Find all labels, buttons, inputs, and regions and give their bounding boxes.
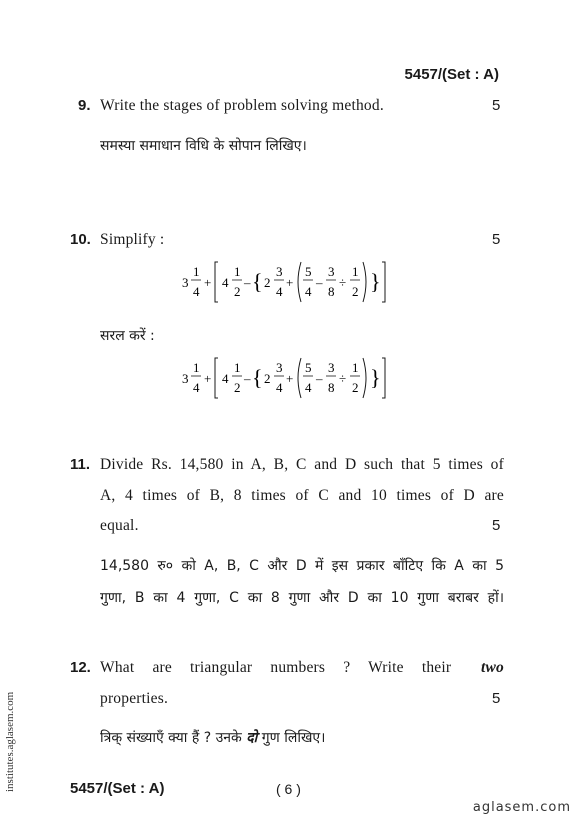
page-number: ( 6 )	[276, 781, 301, 797]
question-12-emphasis: two	[481, 659, 504, 676]
question-10-text: Simplify :	[100, 231, 165, 248]
question-11-marks: 5	[492, 517, 501, 534]
question-9-marks: 5	[492, 97, 501, 114]
num-5: 5	[305, 264, 312, 279]
question-10-expression	[178, 256, 398, 310]
svg-text:+: +	[286, 371, 294, 386]
svg-text:1: 1	[234, 360, 241, 375]
svg-text:3: 3	[276, 360, 283, 375]
svg-text:2: 2	[352, 380, 359, 395]
svg-text:4: 4	[193, 380, 200, 395]
question-10-marks: 5	[492, 231, 501, 248]
den-4c: 4	[305, 284, 312, 299]
svg-text:8: 8	[328, 380, 335, 395]
svg-text:2: 2	[264, 371, 271, 386]
left-brace: {	[252, 269, 263, 294]
svg-text:+: +	[204, 371, 212, 386]
den-4b: 4	[276, 284, 283, 299]
question-11-line-2: A, 4 times of B, 8 times of C and 10 times of D are	[100, 487, 504, 504]
svg-text:2: 2	[234, 380, 241, 395]
den-4: 4	[193, 284, 200, 299]
right-brace: }	[370, 269, 381, 294]
svg-text:–: –	[244, 371, 251, 386]
svg-text:1: 1	[352, 360, 359, 375]
question-12-line-1	[100, 659, 504, 677]
num-3: 3	[276, 264, 283, 279]
whole-3: 3	[182, 275, 189, 290]
num-1b: 1	[234, 264, 241, 279]
question-10-expression-hindi	[178, 352, 398, 406]
num-1c: 1	[352, 264, 359, 279]
question-11-number: 11.	[70, 456, 91, 473]
svg-text:÷: ÷	[339, 371, 347, 386]
paper-code-footer: 5457/(Set : A)	[70, 780, 165, 797]
svg-text:–: –	[316, 371, 323, 386]
svg-text:}: }	[370, 365, 381, 390]
svg-text:5: 5	[305, 360, 312, 375]
expression-body-2	[182, 358, 385, 398]
plus-sign: +	[204, 275, 212, 290]
question-12-marks: 5	[492, 690, 501, 707]
whole-2: 2	[264, 275, 271, 290]
svg-text:3: 3	[182, 371, 189, 386]
num-1: 1	[193, 264, 200, 279]
question-12-line-2: properties.	[100, 690, 169, 707]
svg-text:1: 1	[193, 360, 200, 375]
den-2b: 2	[352, 284, 359, 299]
question-9-hindi: समस्या समाधान विधि के सोपान लिखिए।	[100, 138, 307, 154]
expression-body	[182, 262, 385, 302]
question-12-hindi-a: त्रिक् संख्याएँ क्या हैं ? उनके	[100, 730, 242, 746]
question-12-hindi-emphasis: दो	[246, 730, 258, 746]
svg-text:3: 3	[328, 360, 335, 375]
question-9-number: 9.	[78, 97, 91, 114]
svg-text:4: 4	[276, 380, 283, 395]
brand-watermark: aglasem.com	[472, 800, 571, 815]
svg-text:4: 4	[222, 371, 229, 386]
question-11-line-1: Divide Rs. 14,580 in A, B, C and D such that 5 times of	[100, 456, 504, 473]
minus-sign: –	[244, 275, 251, 290]
question-9-text: Write the stages of problem solving method.	[100, 97, 384, 114]
question-10-number: 10.	[70, 231, 91, 248]
den-2: 2	[234, 284, 241, 299]
svg-text:{: {	[252, 365, 263, 390]
question-12-number: 12.	[70, 659, 91, 676]
plus-sign-2: +	[286, 275, 294, 290]
den-8: 8	[328, 284, 335, 299]
divide-sign: ÷	[339, 275, 347, 290]
question-12-text: What are triangular numbers ? Write their	[100, 659, 452, 676]
question-11-hindi-2: गुणा, B का 4 गुणा, C का 8 गुणा और D का 10 गुणा बराबर हों।	[100, 590, 504, 606]
paper-code-header: 5457/(Set : A)	[404, 66, 499, 83]
question-11-hindi-1: 14,580 रु० को A, B, C और D में इस प्रकार बाँटिए कि A का 5	[100, 558, 504, 574]
whole-4: 4	[222, 275, 229, 290]
question-10-hindi: सरल करें :	[100, 328, 155, 344]
question-12-hindi	[100, 728, 325, 747]
question-12-hindi-c: गुण लिखिए।	[261, 730, 326, 746]
side-watermark: institutes.aglasem.com	[4, 691, 16, 792]
num-3b: 3	[328, 264, 335, 279]
svg-text:4: 4	[305, 380, 312, 395]
question-11-line-3: equal.	[100, 517, 139, 534]
minus-sign-2: –	[316, 275, 323, 290]
